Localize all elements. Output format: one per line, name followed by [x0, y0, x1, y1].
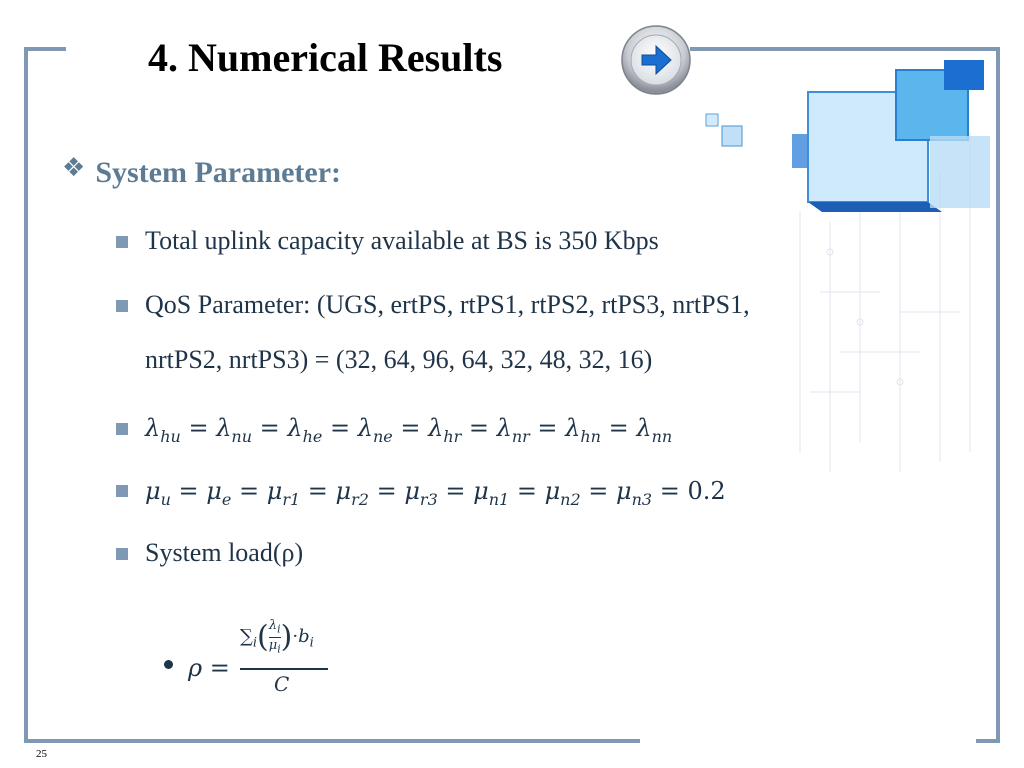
- frame-bottom-right-line: [976, 739, 1000, 743]
- square-bullet-icon: [116, 548, 128, 560]
- round-bullet-icon: [164, 660, 173, 669]
- frame-top-right-line: [690, 47, 1000, 51]
- slide-title: 4. Numerical Results: [148, 35, 503, 80]
- formula-denominator: C: [274, 672, 290, 696]
- bullet-qos-line-2: nrtPS2, nrtPS3) = (32, 64, 96, 64, 32, 48, 32, 16): [145, 345, 653, 374]
- lambda-symbol: λ: [268, 618, 278, 633]
- frame-bottom-line: [24, 739, 640, 743]
- lambda-index: i: [277, 622, 281, 636]
- mu-symbol: μ: [268, 637, 278, 653]
- section-heading: [62, 153, 342, 190]
- decorative-cubes: [700, 52, 996, 472]
- arrow-right-icon[interactable]: [620, 24, 692, 96]
- frame-top-left-line: [24, 47, 66, 51]
- bullet-uplink-capacity: Total uplink capacity available at BS is 350 Kbps: [145, 226, 659, 255]
- section-heading-text: System Parameter:: [95, 156, 342, 189]
- frame-right-line: [996, 47, 1000, 743]
- fraction-bar: [240, 668, 328, 670]
- square-bullet-icon: [116, 236, 128, 248]
- bullet-lambda-equality: $\lambda_{hu} = \lambda_{nu} = \lambda_{he} = \lambda_{ne} = \lambda_{hr} = \lambda_{nr} = \lambda_{hn} = \lambda_{nn}$: [145, 414, 673, 446]
- diamond-bullet-icon: ❖: [62, 153, 86, 183]
- lambda-over-mu: [269, 618, 281, 656]
- b-index: i: [309, 635, 314, 651]
- frame-left-line: [24, 47, 28, 743]
- times-symbol: ·: [292, 626, 299, 648]
- formula-numerator: [240, 618, 314, 656]
- mu-index: i: [277, 642, 281, 656]
- left-paren: (: [257, 619, 269, 655]
- bullet-qos-line-1: QoS Parameter: (UGS, ertPS, rtPS1, rtPS2, rtPS3, nrtPS1,: [145, 290, 750, 319]
- square-bullet-icon: [116, 485, 128, 497]
- square-bullet-icon: [116, 423, 128, 435]
- bullet-mu-equality: $\mu_u = \mu_e = \mu_{r1} = \mu_{r2} = \mu_{r3} = \mu_{n1} = \mu_{n2} = \mu_{n3} = 0.2$: [145, 477, 726, 509]
- right-paren: ): [280, 619, 293, 655]
- formula-lhs: ρ =: [188, 654, 230, 682]
- bullet-system-load: System load(ρ): [145, 538, 304, 567]
- square-bullet-icon: [116, 300, 128, 312]
- page-number: 25: [36, 748, 47, 760]
- b-symbol: b: [298, 626, 310, 648]
- sum-symbol: ∑: [240, 626, 253, 648]
- sum-index: i: [252, 635, 258, 651]
